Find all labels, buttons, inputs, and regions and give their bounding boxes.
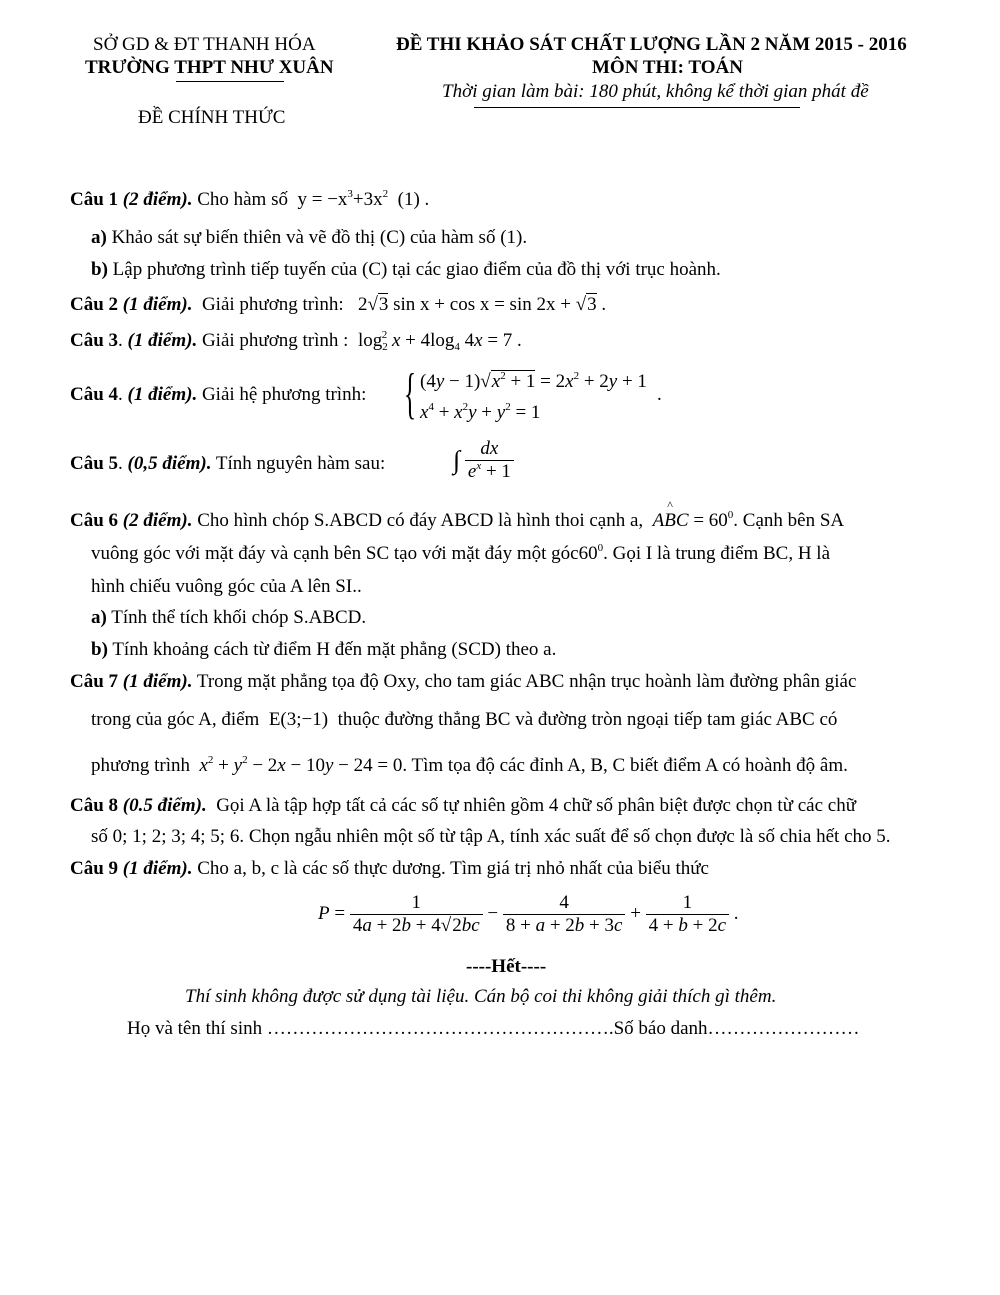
question-6: Câu 6 (2 điểm). Cho hình chóp S.ABCD có đáy ABCD là hình thoi cạnh a, AB ^ $C = 60^0$. Cạnh bên SA — [70, 498, 845, 531]
question-6-line3: hình chiếu vuông góc của A lên SI.. — [91, 576, 362, 597]
end-marker: ----Hết---- — [466, 956, 547, 977]
q5-integral: ∫ $\frac{dx}{e^x + 1}$ — [453, 438, 514, 483]
dept-name: SỞ GD & ĐT THANH HÓA — [93, 34, 316, 55]
question-2: Câu 2 (1 điểm). Giải phương trình: 2√3 sin x + cos x = sin 2x + √3 . — [70, 294, 607, 315]
question-9: Câu 9 (1 điểm). Cho a, b, c là các số thực dương. Tìm giá trị nhỏ nhất của biểu thức — [70, 858, 709, 879]
q1-function: $y = -x^3+3x^2$ (1) . — [292, 188, 430, 210]
question-4: Câu 4. (1 điểm). Giải hệ phương trình: — [70, 384, 367, 405]
question-8-line2: số 0; 1; 2; 3; 4; 5; 6. Chọn ngẫu nhiên một số từ tập A, tính xác suất để số chọn được là số chia hết cho 5. — [91, 826, 891, 847]
candidate-info: Họ và tên thí sinh ……………………………………………….Số báo danh…………………… — [127, 1018, 860, 1039]
q4-system-brace: { — [404, 363, 417, 425]
question-7: Câu 7 (1 điểm). Trong mặt phẳng tọa độ Oxy, cho tam giác ABC nhận trục hoành làm đường phân giác — [70, 671, 857, 692]
question-5: Câu 5. (0,5 điểm). Tính nguyên hàm sau: — [70, 453, 386, 474]
school-underline — [176, 81, 284, 82]
q3-equation: $\log_2^2 x + 4\log_4$ 4x = 7 . — [353, 329, 522, 353]
exam-time: Thời gian làm bài: 180 phút, không kể thời gian phát đề — [442, 81, 869, 102]
question-1a: a) Khảo sát sự biến thiên và vẽ đồ thị (C) của hàm số (1). — [91, 227, 528, 248]
question-3: Câu 3. (1 điểm). Giải phương trình : $\log_2^2 x + 4\log_4$ 4x = 7 . — [70, 329, 522, 353]
question-1: Câu 1 (2 điểm). Cho hàm số $y = -x^3+3x^2$ (1) . — [70, 188, 430, 210]
q4-period: . — [657, 384, 662, 405]
official-label: ĐỀ CHÍNH THỨC — [138, 107, 286, 128]
time-underline — [474, 107, 800, 108]
q2-equation: 2√3 sin x + cos x = sin 2x + √3 . — [348, 294, 607, 315]
question-6a: a) Tính thể tích khối chóp S.ABCD. — [91, 607, 367, 628]
q7-circle-equation: $x^2 + y^2 - 2x - 10y - 24 = 0$ — [199, 754, 403, 776]
q4-equation-1: $(4y - 1)√x^2 + 1 = 2x^2 + 2y + 1$ — [420, 370, 647, 392]
school-name: TRƯỜNG THPT NHƯ XUÂN — [85, 57, 334, 78]
exam-title: ĐỀ THI KHẢO SÁT CHẤT LƯỢNG LẦN 2 NĂM 2015 - 2016 — [396, 34, 907, 55]
question-1b: b) Lập phương trình tiếp tuyến của (C) tại các giao điểm của đồ thị với trục hoành. — [91, 259, 721, 280]
question-6-line2: vuông góc với mặt đáy và cạnh bên SC tạo với mặt đáy một $góc60^0$. Gọi I là trung điểm BC, H là — [91, 542, 831, 564]
question-7-line2: trong của góc A, điểm E(3;−1) thuộc đường thẳng BC và đường tròn ngoại tiếp tam giác ABC có — [91, 709, 838, 730]
q9-expression: P = $\frac{1}{4a + 2b + 4√2bc}$ − $\frac{4}{8 + a + 2b + 3c}$ + $\frac{1}{4 + b + 2c}$ . — [318, 892, 739, 936]
question-6b: b) Tính khoảng cách từ điểm H đến mặt phẳng (SCD) theo a. — [91, 639, 557, 660]
q6-angle: AB ^ $C = 60^0$ — [652, 498, 734, 531]
question-7-line3: phương trình $x^2 + y^2 - 2x - 10y - 24 = 0$. Tìm tọa độ các đỉnh A, B, C biết điểm A có hoành độ âm. — [91, 754, 848, 776]
exam-subject: MÔN THI: TOÁN — [592, 57, 743, 78]
q4-equation-2: $x^4 + x^2y + y^2 = 1$ — [420, 401, 541, 423]
footer-note: Thí sinh không được sử dụng tài liệu. Cán bộ coi thi không giải thích gì thêm. — [185, 986, 777, 1007]
question-8: Câu 8 (0.5 điểm). Gọi A là tập hợp tất cả các số tự nhiên gồm 4 chữ số phân biệt được chọn từ các chữ — [70, 795, 857, 816]
